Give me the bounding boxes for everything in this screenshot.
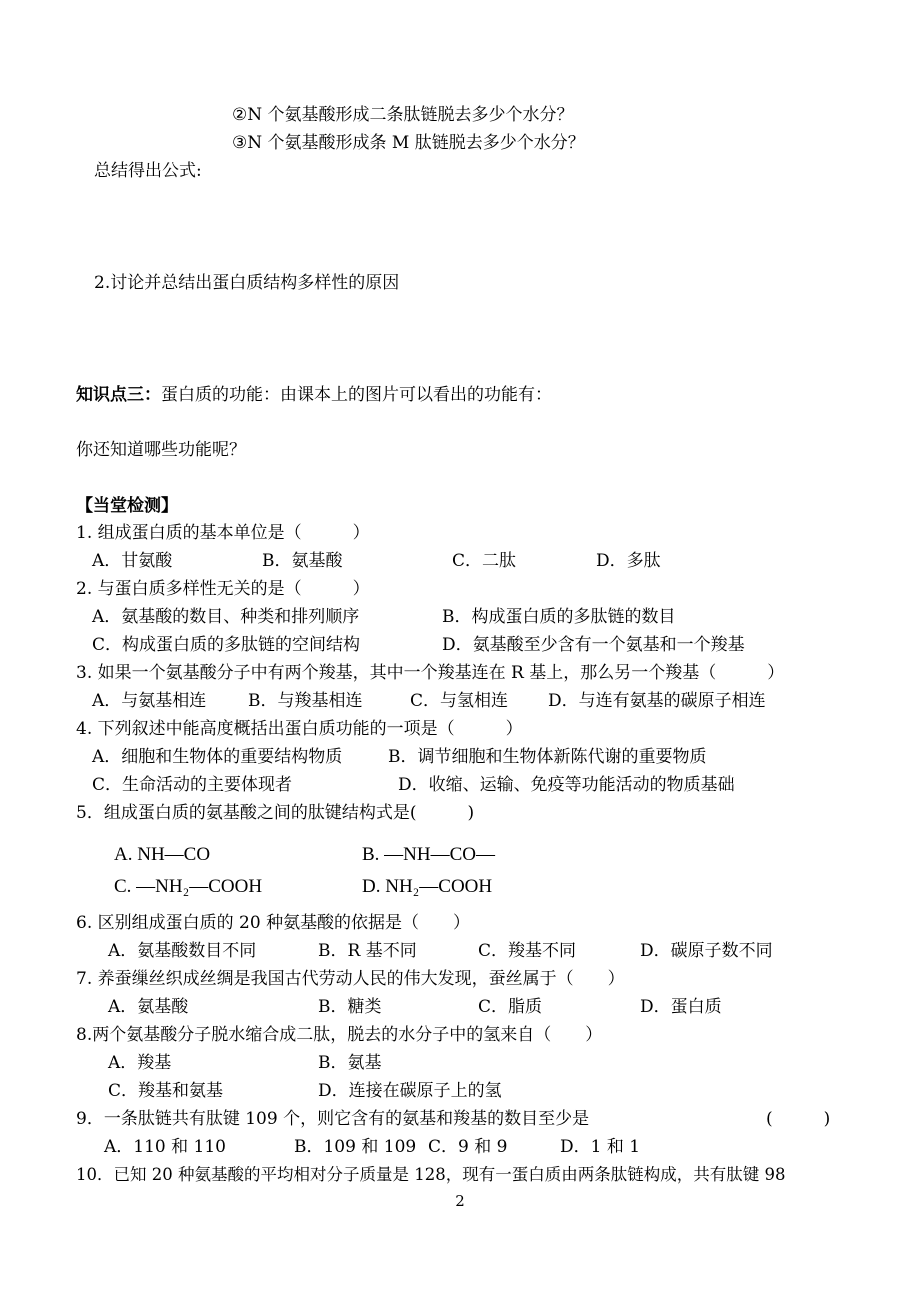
option: B．调节细胞和生物体新陈代谢的重要物质: [388, 747, 707, 767]
question-stem: 7. 养蚕缫丝织成丝绸是我国古代劳动人民的伟大发现，蚕丝属于（ ）: [76, 969, 625, 989]
option: C．脂质: [478, 997, 543, 1017]
formula-option: C. —NH₂—COOH: [114, 876, 263, 897]
option: D．碳原子数不同: [640, 941, 773, 961]
option: D．与连有氨基的碳原子相连: [548, 691, 766, 711]
option: C．9 和 9: [428, 1137, 508, 1157]
question-stem: 8.两个氨基酸分子脱水缩合成二肽，脱去的水分子中的氢来自（ ）: [76, 1025, 603, 1045]
option: C．羧基不同: [478, 941, 577, 961]
answer-bracket: ( ): [766, 1109, 831, 1129]
option: B．109 和 109: [294, 1137, 417, 1157]
knowledge-point-3-label: 知识点三：: [76, 385, 161, 405]
option: D．1 和 1: [560, 1137, 641, 1157]
summary-formula-label: 总结得出公式:: [94, 161, 202, 181]
option: A．甘氨酸: [92, 551, 173, 571]
question-stem: 1. 组成蛋白质的基本单位是（ ）: [76, 523, 370, 543]
formula-option: D. NH₂—COOH: [362, 876, 493, 897]
option: D．多肽: [596, 551, 661, 571]
option: A．羧基: [108, 1053, 172, 1073]
option: B．与羧基相连: [248, 691, 363, 711]
section-heading: 【当堂检测】: [76, 496, 178, 516]
option: D．蛋白质: [640, 997, 722, 1017]
option: C．与氢相连: [410, 691, 509, 711]
option: D．收缩、运输、免疫等功能活动的物质基础: [398, 775, 735, 795]
knowledge-point-3: [76, 384, 552, 406]
page-number: 2: [455, 1192, 465, 1210]
question-stem: 9．一条肽链共有肽键 109 个，则它含有的氨基和羧基的数目至少是: [76, 1109, 590, 1129]
question-stem: 3. 如果一个氨基酸分子中有两个羧基，其中一个羧基连在 R 基上，那么另一个羧基（ ）: [76, 663, 785, 683]
question-3-text: ③N 个氨基酸形成条 M 肽链脱去多少个水分？: [232, 133, 585, 153]
formula-option: A. NH—CO: [114, 844, 211, 865]
question-stem: 5．组成蛋白质的氨基酸之间的肽键结构式是( ): [76, 803, 475, 823]
option: A．氨基酸: [108, 997, 189, 1017]
question-stem: 2. 与蛋白质多样性无关的是（ ）: [76, 579, 370, 599]
question-stem: 10．已知 20 种氨基酸的平均相对分子质量是 128，现有一蛋白质由两条肽链构成，共有肽键 98: [76, 1165, 786, 1184]
question-stem: 4. 下列叙述中能高度概括出蛋白质功能的一项是（ ）: [76, 719, 523, 739]
option: A．氨基酸数目不同: [108, 941, 257, 961]
more-functions-question: 你还知道哪些功能呢？: [76, 440, 246, 460]
option: A．与氨基相连: [92, 691, 207, 711]
option: D．连接在碳原子上的氢: [318, 1081, 502, 1101]
knowledge-point-3-text: 蛋白质的功能：由课本上的图片可以看出的功能有：: [161, 385, 552, 405]
option: B．氨基: [318, 1053, 382, 1073]
formula-option: B. —NH—CO—: [362, 844, 496, 865]
option: D．氨基酸至少含有一个氨基和一个羧基: [442, 635, 745, 655]
option: A．110 和 110: [104, 1137, 226, 1157]
option: C．生命活动的主要体现者: [92, 775, 293, 795]
option: A．细胞和生物体的重要结构物质: [92, 747, 343, 767]
option: B．氨基酸: [262, 551, 343, 571]
option: B．糖类: [318, 997, 382, 1017]
discussion-item: 2.讨论并总结出蛋白质结构多样性的原因: [94, 273, 400, 293]
option: A．氨基酸的数目、种类和排列顺序: [92, 607, 360, 627]
option: C．羧基和氨基: [108, 1081, 224, 1101]
option: B．构成蛋白质的多肽链的数目: [442, 607, 676, 627]
option: C．二肽: [452, 551, 517, 571]
question-2-text: ②N 个氨基酸形成二条肽链脱去多少个水分？: [232, 105, 574, 125]
option: C．构成蛋白质的多肽链的空间结构: [92, 635, 361, 655]
question-stem: 6. 区别组成蛋白质的 20 种氨基酸的依据是（ ）: [76, 913, 471, 933]
option: B．R 基不同: [318, 941, 417, 961]
